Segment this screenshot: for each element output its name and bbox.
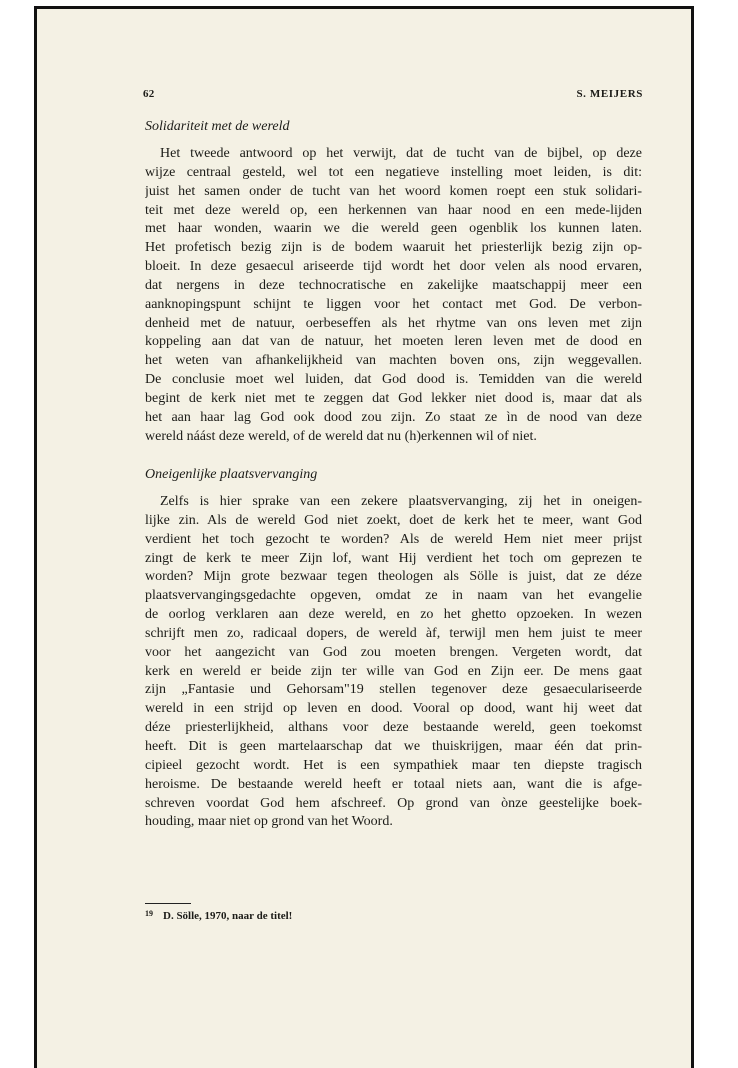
text-line: het weten van afhankelijkheid van machten boven ons, zijn weggevallen. bbox=[145, 353, 642, 369]
text-line: kerk en wereld er beide zijn ter wille van God en Zijn eer. De mens gaat bbox=[145, 663, 642, 679]
text-line: begint de kerk niet met te zeggen dat God lekker niet dood is, maar dat als bbox=[145, 390, 642, 406]
text-line: juist het samen onder de tucht van het woord komen roept een stuk solidari- bbox=[145, 183, 642, 199]
text-line: houding, maar niet op grond van het Woord. bbox=[145, 814, 393, 830]
page-number: 62 bbox=[143, 88, 155, 100]
text-line: déze priesterlijkheid, althans voor deze bestaande wereld, geen toekomst bbox=[145, 720, 642, 736]
text-line: denheid met de natuur, oerbeseffen als het rhytme van ons leven met zijn bbox=[145, 315, 642, 331]
text-line: Het tweede antwoord op het verwijt, dat de tucht van de bijbel, op deze bbox=[160, 146, 642, 161]
page-header bbox=[143, 88, 643, 104]
text-line: heeft. Dit is geen martelaarschap dat we thuiskrijgen, maar één dat prin- bbox=[145, 738, 642, 754]
text-line: cipieel gezocht wordt. Het is een sympathiek maar ten diepste tragisch bbox=[145, 757, 642, 773]
text-line: teit met deze wereld op, een herkennen van haar nood en een mede-lijden bbox=[145, 202, 642, 218]
running-head-author: S. MEIJERS bbox=[576, 88, 643, 100]
text-line: worden? Mijn grote bezwaar tegen theologen als Sölle is juist, dat ze déze bbox=[145, 569, 642, 585]
text-line: koppeling aan dat van de natuur, het moeten leren leven met de dood en bbox=[145, 334, 642, 350]
text-line: De conclusie moet wel luiden, dat God dood is. Temidden van die wereld bbox=[145, 372, 642, 388]
text-line: voor het aangezicht van God zou moeten brengen. Vergeten wordt, dat bbox=[145, 644, 642, 660]
text-line: aanknopingspunt schijnt te liggen voor het contact met God. De verbon- bbox=[145, 296, 642, 312]
text-line: met haar wonden, waarin we die wereld geen ogenblik los kunnen laten. bbox=[145, 221, 642, 237]
text-line: plaatsvervangingsgedachte opgeven, omdat ze in naam van het evangelie bbox=[145, 588, 642, 604]
text-line: de oorlog verklaren aan deze wereld, en zo het ghetto opzoeken. In wezen bbox=[145, 607, 642, 623]
footnote-rule bbox=[145, 903, 191, 904]
text-line: Het profetisch bezig zijn is de bodem waaruit het priesterlijk bezig zijn op- bbox=[145, 240, 642, 256]
text-line: lijke zin. Als de wereld God niet zoekt, doet de kerk het te meer, want God bbox=[145, 512, 642, 528]
text-line: wereld náást deze wereld, of de wereld dat nu (h)erkennen wil of niet. bbox=[145, 428, 537, 444]
text-line: verdient het toch gezocht te worden? Als de wereld Hem niet meer prijst bbox=[145, 531, 642, 547]
paragraph-solidariteit bbox=[145, 145, 642, 447]
text-line: wereld in een strijd op leven en dood. Vooral op dood, want hij weet dat bbox=[145, 701, 642, 717]
text-line: zijn „Fantasie und Gehorsam"19 stellen tegenover deze gesaeculariseerde bbox=[145, 682, 642, 698]
text-line: Zelfs is hier sprake van een zekere plaatsvervanging, zij het in oneigen- bbox=[160, 494, 642, 509]
text-line: wijze centraal gesteld, wel tot een negatieve instelling moet leiden, is dit: bbox=[145, 164, 642, 180]
text-line: het aan haar lag God ook dood zou zijn. Zo staat ze ìn de nood van deze bbox=[145, 409, 642, 425]
footnote-mark: 19 bbox=[145, 909, 153, 918]
text-line: schrijft men zo, radicaal dopers, de wereld àf, terwijl men hem juist te meer bbox=[145, 625, 642, 641]
text-line: schreven voordat God hem afschreef. Op grond van ònze geestelijke boek- bbox=[145, 795, 642, 811]
section-title-plaatsvervanging: Oneigenlijke plaatsvervanging bbox=[145, 467, 318, 482]
footnote bbox=[145, 909, 292, 922]
footnote-text: D. Sölle, 1970, naar de titel! bbox=[163, 910, 293, 922]
text-line: bloeit. In deze gesaecul ariseerde tijd wordt het door velen als nood ervaren, bbox=[145, 259, 642, 275]
section-title-solidariteit: Solidariteit met de wereld bbox=[145, 119, 290, 134]
paragraph-plaatsvervanging bbox=[145, 493, 642, 832]
text-line: dat nergens in deze technocratische en zakelijke maatschappij meer een bbox=[145, 277, 642, 293]
text-line: heroisme. De bestaande wereld heeft er totaal niets aan, want die is afge- bbox=[145, 776, 642, 792]
text-line: zingt de kerk te meer Zijn lof, want Hij verdient het toch om geprezen te bbox=[145, 550, 642, 566]
